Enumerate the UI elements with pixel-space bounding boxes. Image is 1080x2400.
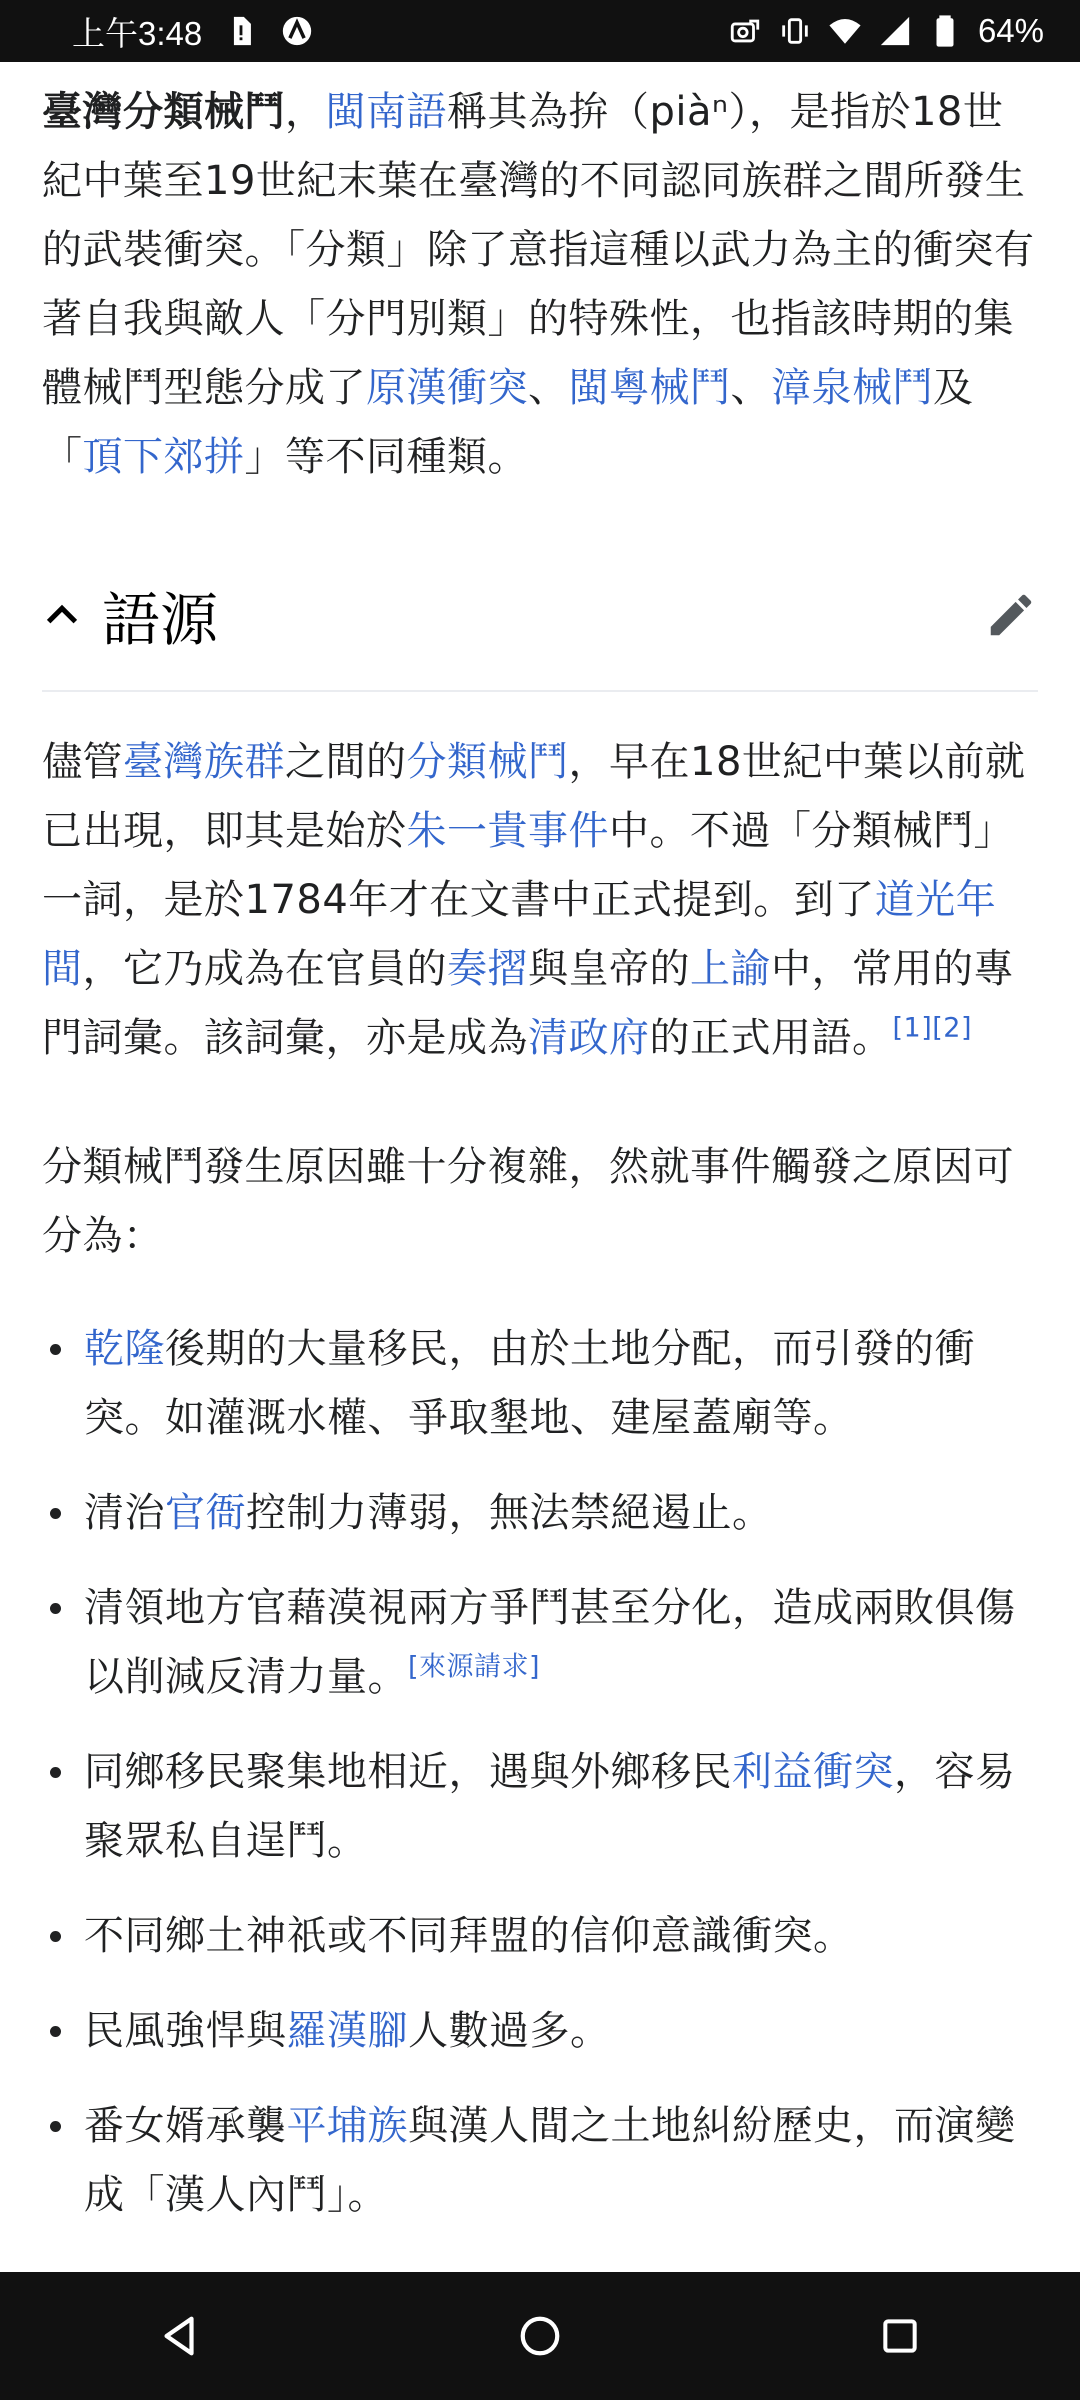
section-title: 語源 (102, 586, 219, 654)
link-fen-lei-xie-dou[interactable]: 分類械鬥 (406, 739, 569, 785)
navigation-bar (0, 2272, 1080, 2400)
signal-icon (878, 14, 912, 48)
link-ding-xia-jiao-pin[interactable]: 頂下郊拼 (82, 434, 245, 480)
intro-paragraph: 臺灣分類械鬥，閩南語稱其為拚（piàⁿ），是指於18世紀中葉至19世紀末葉在臺灣的不同認同族群之間所發生的武裝衝突。「分類」除了意指這種以武力為主的衝突有著自我與敵人「分門別類」的特殊性，也指該時期的集體械鬥型態分成了原漢衝突、閩粵械鬥、漳泉械鬥及「頂下郊拼」等不同種類。 (42, 89, 1035, 480)
section-header-etymology[interactable] (42, 540, 1038, 692)
vibrate-icon (778, 14, 812, 48)
causes-list (42, 1315, 1038, 2230)
list-item: 不同鄉土神祇或不同拜盟的信仰意識衝突。 (42, 1902, 1038, 1971)
no-disturb-icon (280, 14, 314, 48)
link-pingpu[interactable]: 平埔族 (286, 2103, 408, 2149)
chevron-up-icon[interactable] (42, 595, 82, 635)
list-item: 清治官衙控制力薄弱，無法禁絕遏止。 (42, 1479, 1038, 1548)
link-zhu-yi-gui[interactable]: 朱一貴事件 (406, 808, 609, 854)
link-yamen[interactable]: 官衙 (165, 1490, 246, 1536)
list-item: 番女婿承襲平埔族與漢人間之土地糾紛歷史，而演變成「漢人內鬥」。 (42, 2092, 1038, 2230)
article-content (0, 62, 1080, 2272)
citation-needed[interactable]: [來源請求] (408, 1651, 541, 1683)
reference-1[interactable]: [1] (892, 1012, 933, 1044)
camera-off-icon (728, 14, 762, 48)
reference-2[interactable]: [2] (932, 1012, 972, 1044)
battery-icon (928, 14, 962, 48)
article-subject: 臺灣分類械鬥 (42, 89, 285, 135)
list-item: 乾隆後期的大量移民，由於土地分配，而引發的衝突。如灌溉水權、爭取墾地、建屋蓋廟等。 (42, 1315, 1038, 1453)
link-luohanjiao[interactable]: 羅漢腳 (286, 2008, 408, 2054)
link-conflict-of-interest[interactable]: 利益衝突 (732, 1749, 894, 1795)
link-taiwan-ethnic[interactable]: 臺灣族群 (123, 739, 285, 785)
link-daoguang[interactable]: 道光年間 (42, 877, 997, 992)
link-min-yue[interactable]: 閩粵械鬥 (568, 365, 731, 411)
etymology-paragraph: 儘管臺灣族群之間的分類械鬥，早在18世紀中葉以前就已出現，即其是始於朱一貴事件中。不過「分類械鬥」一詞，是於1784年才在文書中正式提到。到了道光年間，它乃成為在官員的奏摺與皇帝的上諭中，常用的專門詞彙。該詞彙，亦是成為清政府的正式用語。[1][2] (42, 739, 1026, 1061)
clock: 上午3:48 (72, 14, 203, 52)
list-item: 民風強悍與羅漢腳人數過多。 (42, 1997, 1038, 2066)
recents-icon[interactable] (855, 2291, 945, 2381)
list-item: 同鄉移民聚集地相近，遇與外鄉移民利益衝突，容易聚眾私自逞鬥。 (42, 1738, 1038, 1876)
link-zhang-quan[interactable]: 漳泉械鬥 (771, 365, 933, 411)
link-edict[interactable]: 上諭 (690, 946, 771, 992)
link-qing-government[interactable]: 清政府 (528, 1015, 650, 1061)
list-item: 清領地方官藉漠視兩方爭鬥甚至分化，造成兩敗俱傷以削減反清力量。[來源請求] (42, 1574, 1038, 1712)
causes-intro: 分類械鬥發生原因雖十分複雜，然就事件觸發之原因可分為： (42, 1144, 1014, 1259)
link-yuan-han[interactable]: 原漢衝突 (366, 365, 528, 411)
pencil-icon[interactable] (984, 588, 1038, 642)
wifi-icon (828, 14, 862, 48)
status-bar (0, 0, 1080, 62)
battery-percent: 64% (977, 12, 1044, 49)
link-memorial[interactable]: 奏摺 (447, 946, 528, 992)
link-minnan[interactable]: 閩南語 (325, 89, 447, 135)
back-icon[interactable] (135, 2291, 225, 2381)
link-qianlong[interactable]: 乾隆 (84, 1326, 165, 1372)
sim-icon (224, 14, 258, 48)
home-icon[interactable] (495, 2291, 585, 2381)
